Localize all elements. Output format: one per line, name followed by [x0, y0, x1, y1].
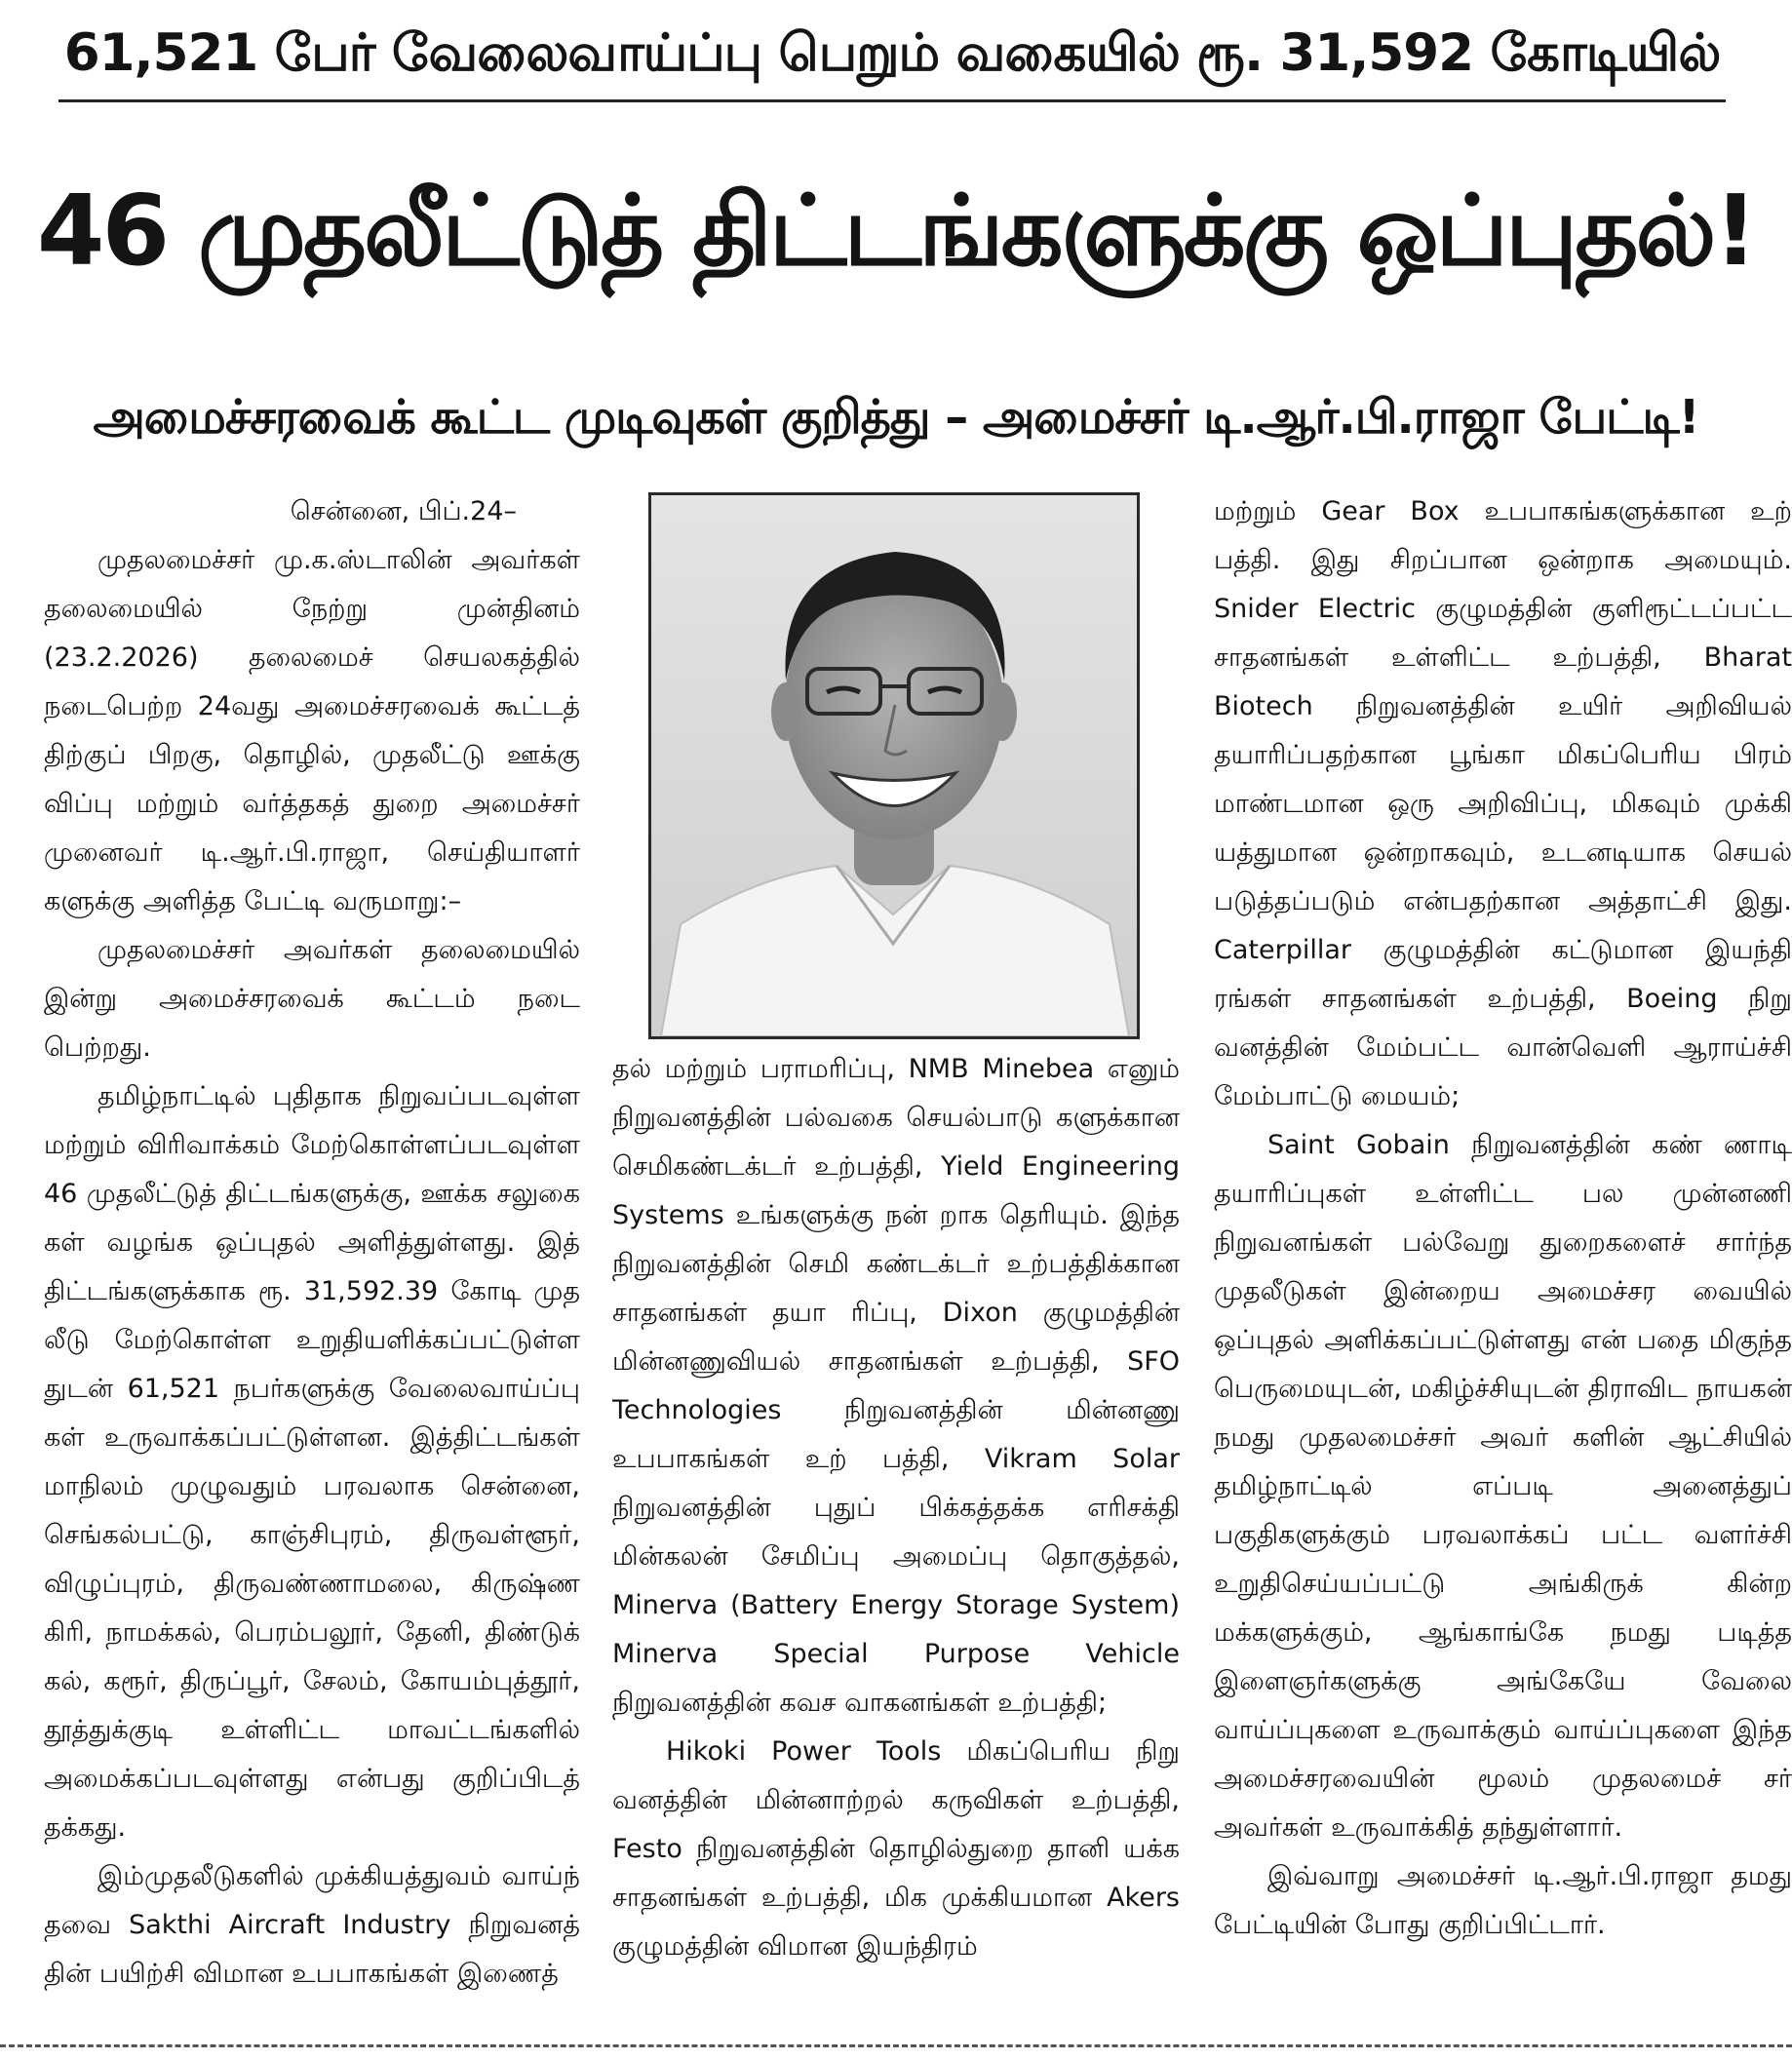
kicker-divider	[58, 99, 1726, 102]
paragraph: மற்றும் Gear Box உபபாகங்களுக்கான உற் பத்தி. இது சிறப்பான ஒன்றாக அமையும். Snider Electric குழுமத்தின் குளிரூட்டப்பட்ட சாதனங்கள் உள்ளிட்ட உற்பத்தி, Bharat Biotech நிறுவனத்தின் உயிர் அறிவியல் தயாரிப்பதற்கான பூங்கா மிகப்பெரிய பிரம் மாண்டமான ஒரு அறிவிப்பு, மிகவும் முக்கி யத்துமான ஒன்றாகவும், உடனடியாக செயல் படுத்தப்படும் என்பதற்கான அத்தாட்சி இது. Caterpillar குழுமத்தின் கட்டுமான இயந்தி ரங்கள் சாதனங்கள் உற்பத்தி, Boeing நிறு வனத்தின் மேம்பட்ட வான்வெளி ஆராய்ச்சி மேம்பாட்டு மையம்;	[1214, 496, 1792, 1111]
subheadline: அமைச்சரவைக் கூட்ட முடிவுகள் குறித்து – அமைச்சர் டி.ஆர்.பி.ராஜா பேட்டி!	[93, 390, 1699, 445]
article-column-2	[612, 1045, 1180, 1971]
paragraph: Saint Gobain நிறுவனத்தின் கண் ணாடி தயாரிப்புகள் உள்ளிட்ட பல முன்னணி நிறுவனங்கள் பல்வேறு துறைகளைச் சார்ந்த முதலீடுகள் இன்றைய அமைச்சர வையில் ஒப்புதல் அளிக்கப்பட்டுள்ளது என் பதை மிகுந்த பெருமையுடன், மகிழ்ச்சியுடன் திராவிட நாயகன் நமது முதலமைச்சர் அவர் களின் ஆட்சியில் தமிழ்நாட்டில் எப்படி அனைத்துப் பகுதிகளுக்கும் பரவலாக்கப் பட்ட வளர்ச்சி உறுதிசெய்யப்பட்டு அங்கிருக் கின்ற மக்களுக்கும், ஆங்காங்கே நமது படித்த இளைஞர்களுக்கு அங்கேயே வேலை வாய்ப்புகளை உருவாக்கும் வாய்ப்புகளை இந்த அமைச்சரவையின் மூலம் முதலமைச் சர் அவர்கள் உருவாக்கித் தந்துள்ளார்.	[1214, 1130, 1792, 1843]
paragraph: தமிழ்நாட்டில் புதிதாக நிறுவப்படவுள்ள மற்றும் விரிவாக்கம் மேற்கொள்ளப்படவுள்ள 46 முதலீட்டுத் திட்டங்களுக்கு, ஊக்க சலுகை கள் வழங்க ஒப்புதல் அளித்துள்ளது. இத் திட்டங்களுக்காக ரூ. 31,592.39 கோடி முத லீடு மேற்கொள்ள உறுதியளிக்கப்பட்டுள்ள துடன் 61,521 நபர்களுக்கு வேலைவாய்ப்பு கள் உருவாக்கப்பட்டுள்ளன. இத்திட்டங்கள் மாநிலம் முழுவதும் பரவலாக சென்னை, செங்கல்பட்டு, காஞ்சிபுரம், திருவள்ளூர், விழுப்புரம், திருவண்ணாமலை, கிருஷ்ண கிரி, நாமக்கல், பெரம்பலூர், தேனி, திண்டுக் கல், கரூர், திருப்பூர், சேலம், கோயம்புத்தூர், தூத்துக்குடி உள்ளிட்ட மாவட்டங்களில் அமைக்கப்படவுள்ளது என்பது குறிப்பிடத் தக்கது.	[44, 1081, 580, 1843]
portrait-illustration	[651, 495, 1137, 1036]
paragraph: முதலமைச்சர் அவர்கள் தலைமையில் இன்று அமைச்சரவைக் கூட்டம் நடை பெற்றது.	[44, 935, 580, 1063]
kicker-headline: 61,521 பேர் வேலைவாய்ப்பு பெறும் வகையில் ரூ. 31,592 கோடியில்	[63, 23, 1721, 83]
bottom-divider	[0, 2044, 1792, 2047]
article-column-3	[1214, 487, 1792, 1950]
paragraph: இவ்வாறு அமைச்சர் டி.ஆர்.பி.ராஜா தமது பேட்டியின் போது குறிப்பிட்டார்.	[1214, 1861, 1792, 1940]
paragraph: இம்முதலீடுகளில் முக்கியத்துவம் வாய்ந் தவை Sakthi Aircraft Industry நிறுவனத் தின் பயிற்சி விமான உபபாகங்கள் இணைத்	[44, 1861, 580, 1989]
paragraph: Hikoki Power Tools மிகப்பெரிய நிறு வனத்தின் மின்னாற்றல் கருவிகள் உற்பத்தி, Festo நிறுவனத்தின் தொழில்துறை தானி யக்க சாதனங்கள் உற்பத்தி, மிக முக்கியமான Akers குழுமத்தின் விமான இயந்திரம்	[612, 1736, 1180, 1962]
minister-photo	[648, 492, 1140, 1039]
paragraph: முதலமைச்சர் மு.க.ஸ்டாலின் அவர்கள் தலைமையில் நேற்று முன்தினம் (23.2.2026) தலைமைச் செயலகத்தில் நடைபெற்ற 24வது அமைச்சரவைக் கூட்டத் திற்குப் பிறகு, தொழில், முதலீட்டு ஊக்கு விப்பு மற்றும் வர்த்தகத் துறை அமைச்சர் முனைவர் டி.ஆர்.பி.ராஜா, செய்தியாளர் களுக்கு அளித்த பேட்டி வருமாறு:–	[44, 545, 580, 916]
article-column-1	[44, 487, 580, 1999]
paragraph: தல் மற்றும் பராமரிப்பு, NMB Minebea எனும் நிறுவனத்தின் பல்வகை செயல்பாடு களுக்கான செமிகண்டக்டர் உற்பத்தி, Yield Engineering Systems உங்களுக்கு நன் றாக தெரியும். இந்த நிறுவனத்தின் செமி கண்டக்டர் உற்பத்திக்கான சாதனங்கள் தயா ரிப்பு, Dixon குழுமத்தின் மின்னணுவியல் சாதனங்கள் உற்பத்தி, SFO Technologies நிறுவனத்தின் மின்னணு உபபாகங்கள் உற் பத்தி, Vikram Solar நிறுவனத்தின் புதுப் பிக்கத்தக்க எரிசக்தி மின்கலன் சேமிப்பு அமைப்பு தொகுத்தல், Minerva (Battery Energy Storage System) Minerva Special Purpose Vehicle நிறுவனத்தின் கவச வாகனங்கள் உற்பத்தி;	[612, 1054, 1180, 1718]
dateline: சென்னை, பிப்.24–	[290, 496, 517, 526]
main-headline: 46 முதலீட்டுத் திட்டங்களுக்கு ஒப்புதல்!	[36, 174, 1756, 288]
